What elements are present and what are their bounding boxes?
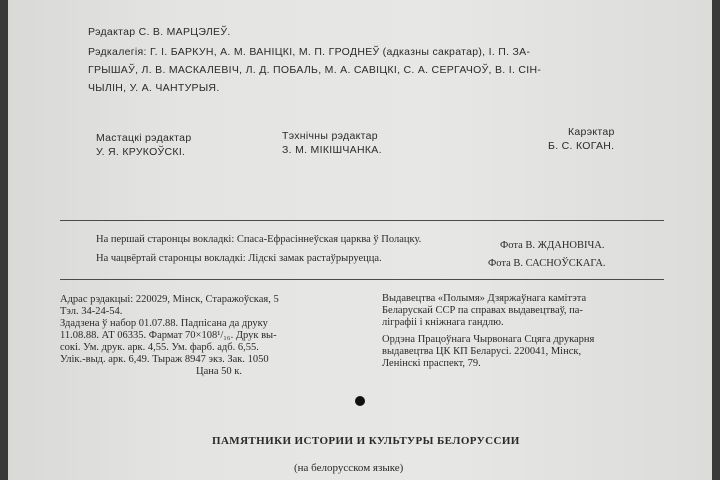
footer-subtitle: (на белорусском языке) [294, 462, 404, 474]
editorial-board-line-1 [88, 46, 530, 59]
divider-top [60, 220, 664, 221]
imprint-right-line: Беларускай ССР па справах выдавецтваў, па- [382, 305, 583, 316]
editor-role: Рэдактар [88, 26, 136, 38]
proofreader-name: Б. С. КОГАН. [548, 140, 615, 152]
imprint-right-line: выдавецтва ЦК КП Беларусі. 220041, Мінск, [382, 346, 582, 357]
editorial-board-names-3: ЧЫЛІН, У. А. ЧАНТУРЫЯ. [88, 82, 220, 94]
art-editor-name: У. Я. КРУКОЎСКІ. [96, 146, 186, 158]
imprint-price: Цана 50 к. [196, 366, 242, 377]
tech-editor-role: Тэхнічны рэдактар [282, 130, 378, 142]
imprint-left-line: Улік.-выд. арк. 6,49. Тыраж 8947 экз. Зак. 1050 [60, 354, 269, 365]
document-page [8, 0, 712, 480]
cover-back-caption: На чацвёртай старонцы вокладкі: Лідскі замак растаўрыруецца. [96, 253, 382, 264]
imprint-right-line: Ленінскі праспект, 79. [382, 358, 481, 369]
divider-bottom [60, 279, 664, 280]
editor-name: С. В. МАРЦЭЛЕЎ. [138, 26, 231, 38]
imprint-right-line: Выдавецтва «Полымя» Дзяржаўнага камітэта [382, 293, 587, 304]
editorial-board-names-1: Г. І. БАРКУН, А. М. ВАНІЦКІ, М. П. ГРОДНЕЎ (адказны сакратар), І. П. ЗА- [149, 46, 531, 58]
editorial-board-role: Рэдкалегія: [88, 46, 147, 58]
art-editor-role: Мастацкі рэдактар [96, 132, 192, 144]
imprint-left-line: 11.08.88. АТ 06335. Фармат 70×108¹/₁₆. Друк вы- [60, 330, 277, 341]
imprint-left-line: Здадзена ў набор 01.07.88. Падпісана да друку [60, 318, 268, 329]
imprint-right-line: ліграфіі і кніжнага гандлю. [382, 317, 504, 328]
imprint-left-line: Тэл. 34-24-54. [60, 306, 123, 317]
editor-line [88, 26, 231, 39]
cover-front-caption: На першай старонцы вокладкі: Спаса-Ефрасіннеўская царква ў Полацку. [96, 234, 422, 245]
cover-front-photo-credit: Фота В. ЖДАНОВІЧА. [500, 240, 605, 251]
footer-title: ПАМЯТНИКИ ИСТОРИИ И КУЛЬТУРЫ БЕЛОРУССИИ [212, 435, 520, 447]
imprint-right-line: Ордэна Працоўнага Чырвонага Сцяга друкарня [382, 334, 595, 345]
cover-back-photo-credit: Фота В. САСНОЎСКАГА. [488, 258, 606, 269]
imprint-left-line: Адрас рэдакцыі: 220029, Мінск, Старажоўская, 5 [60, 294, 279, 305]
tech-editor-name: З. М. МІКІШЧАНКА. [282, 144, 382, 156]
editorial-board-names-2: ГРЫШАЎ, Л. В. МАСКАЛЕВІЧ, Л. Д. ПОБАЛЬ, М. А. САВІЦКІ, С. А. СЕРГАЧОЎ, В. І. СІН- [88, 64, 542, 76]
bullet-dot [355, 396, 365, 406]
imprint-left-line: сокі. Ум. друк. арк. 4,55. Ум. фарб. адб. 6,55. [60, 342, 259, 353]
proofreader-role: Карэктар [568, 126, 615, 138]
